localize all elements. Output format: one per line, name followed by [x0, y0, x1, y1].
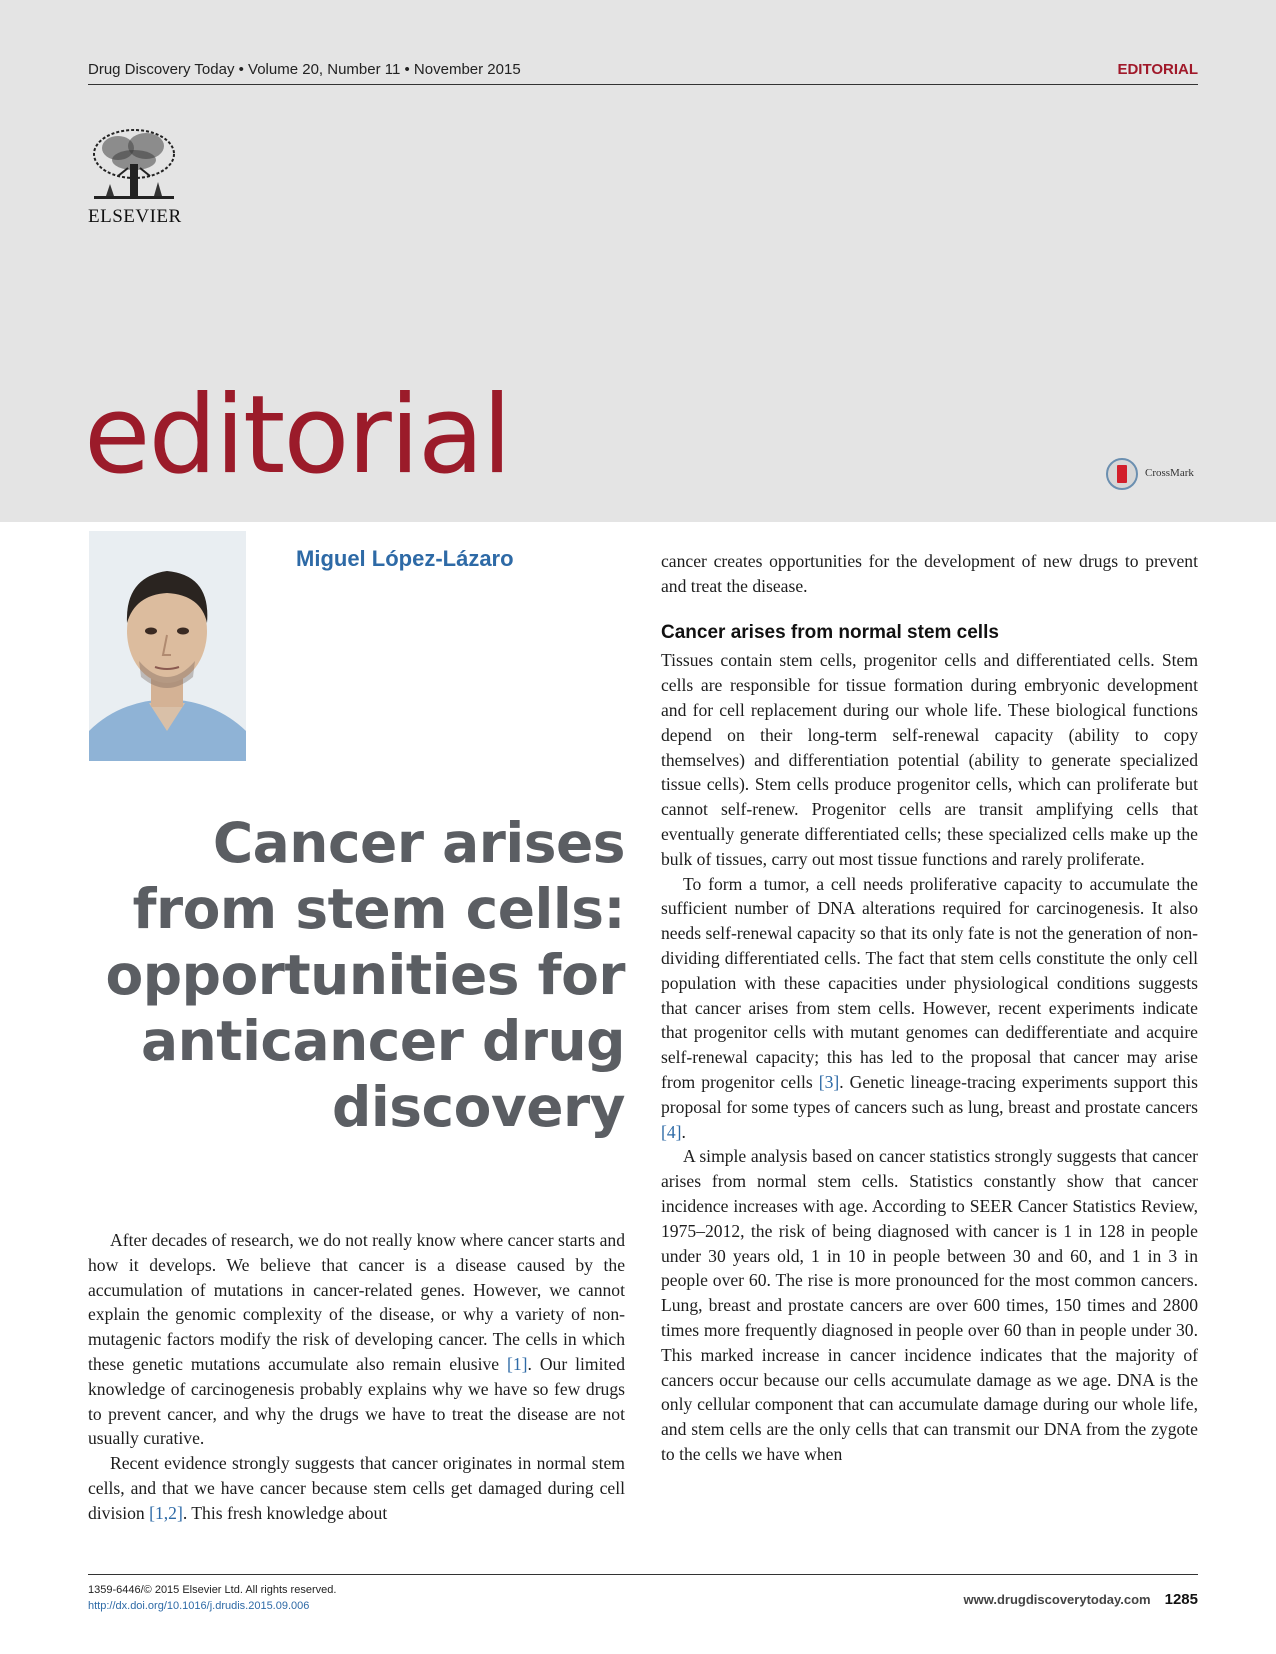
author-name: Miguel López-Lázaro — [296, 546, 514, 571]
journal-citation: Drug Discovery Today • Volume 20, Number 11 • November 2015 — [88, 61, 521, 78]
section-tag: EDITORIAL — [1117, 61, 1198, 78]
paragraph-text: Recent evidence strongly suggests that cancer originates in normal stem cells, and that we have cancer because stem cells get damaged during cell division — [88, 1453, 625, 1523]
paragraph-text: . — [681, 1121, 686, 1142]
title-line: opportunities for — [105, 943, 625, 1007]
crossmark-icon — [1106, 458, 1138, 490]
citation-link[interactable]: [1] — [507, 1353, 528, 1374]
title-line: from stem cells: — [132, 877, 625, 941]
copyright-notice: 1359-6446/© 2015 Elsevier Ltd. All rights reserved. — [88, 1584, 337, 1596]
citation-link[interactable]: [3] — [818, 1071, 840, 1092]
right-column — [661, 549, 1198, 1467]
elsevier-logo — [88, 126, 180, 228]
crossmark-button[interactable] — [1106, 458, 1201, 494]
paragraph — [88, 1451, 625, 1525]
citation-link[interactable]: [4] — [661, 1121, 682, 1142]
paragraph — [88, 1228, 625, 1451]
title-line: discovery — [332, 1075, 625, 1139]
paragraph-text: After decades of research, we do not really know where cancer starts and how it develops. We believe that cancer is a disease caused by the accumulation of mutations in cancer-related genes. However, we cannot explain the genomic complexity of the disease, or why a variety of non-mutagenic factors modify the risk of developing cancer. The cells in which these genetic mutations accumulate also remain elusive — [88, 1230, 625, 1374]
article-title — [88, 810, 625, 1140]
paragraph: Tissues contain stem cells, progenitor cells and differentiated cells. Stem cells are responsible for tissue formation during embryonic development and for cell replacement during our whole life. These biological functions depend on their long-term self-renewal capacity (ability to copy themselves) and differentiation potential (ability to generate specialized tissue cells). Stem cells produce progenitor cells, which can proliferate but cannot self-renew. Progenitor cells are transit amplifying cells that eventually generate differentiated cells; these specialized cells make up the bulk of tissues, carry out most tissue functions and rarely proliferate. — [661, 650, 1198, 869]
paragraph: cancer creates opportunities for the development of new drugs to prevent and treat the disease. — [661, 551, 1198, 596]
section-heading: Cancer arises from normal stem cells — [661, 621, 999, 643]
paragraph — [661, 872, 1198, 1145]
left-column — [88, 1228, 625, 1526]
elsevier-wordmark: ELSEVIER — [88, 206, 182, 227]
footer-info — [88, 1582, 336, 1614]
crossmark-label: CrossMark — [1145, 467, 1194, 479]
tree-icon — [88, 126, 180, 204]
section-label: editorial — [84, 373, 511, 498]
website-link[interactable]: www.drugdiscoverytoday.com — [963, 1592, 1151, 1607]
page-number: 1285 — [1164, 1591, 1198, 1608]
paragraph: A simple analysis based on cancer statistics strongly suggests that cancer arises from normal stem cells. Statistics constantly show that cancer incidence increases with age. According to SEER Cancer Statistics Review, 1975–2012, the risk of being diagnosed with cancer is 1 in 128 in people under 30 years old, 1 in 10 in people between 30 and 60, and 1 in 3 in people over 60. The rise is more pronounced for the most common cancers. Lung, breast and prostate cancers are over 600 times, 150 times and 2800 times more frequently diagnosed in people over 60 than in people under 30. This marked increase in cancer incidence indicates that the majority of cancers occur because our cells accumulate damage as we age. DNA is the only cellular component that can accumulate damage during our whole life, and stem cells are the only cells that can transmit our DNA from the zygote to the cells we have when — [661, 1146, 1198, 1464]
paragraph-text: . Genetic lineage-tracing experiments support this proposal for some types of cancers such as lung, breast and prostate cancers — [661, 1071, 1198, 1117]
running-head — [88, 60, 1198, 85]
paragraph-text: . This fresh knowledge about — [182, 1502, 388, 1523]
title-line: anticancer drug — [141, 1009, 625, 1073]
author-photo — [89, 531, 246, 761]
title-line: Cancer arises — [212, 811, 625, 875]
footer-right — [964, 1591, 1198, 1608]
doi-link[interactable]: http://dx.doi.org/10.1016/j.drudis.2015.09.006 — [88, 1600, 310, 1612]
paragraph-text: To form a tumor, a cell needs proliferative capacity to accumulate the sufficient number of DNA alterations required for carcinogenesis. It also needs self-renewal capacity so that its only fate is not the generation of non-dividing differentiated cells. The fact that stem cells constitute the only cell population with these capacities under physiological conditions suggests that cancer arises from stem cells. However, recent experiments indicate that progenitor cells with mutant genomes can dedifferentiate and acquire self-renewal capacity; this has led to the proposal that cancer may arise from progenitor cells — [661, 873, 1198, 1092]
footer-divider — [88, 1574, 1198, 1575]
citation-link[interactable]: [1,2] — [149, 1502, 183, 1523]
paragraph-text: . Our limited knowledge of carcinogenesis probably explains why we have so few drugs to prevent cancer, and why the drugs we have to treat the disease are not usually curative. — [88, 1353, 625, 1449]
